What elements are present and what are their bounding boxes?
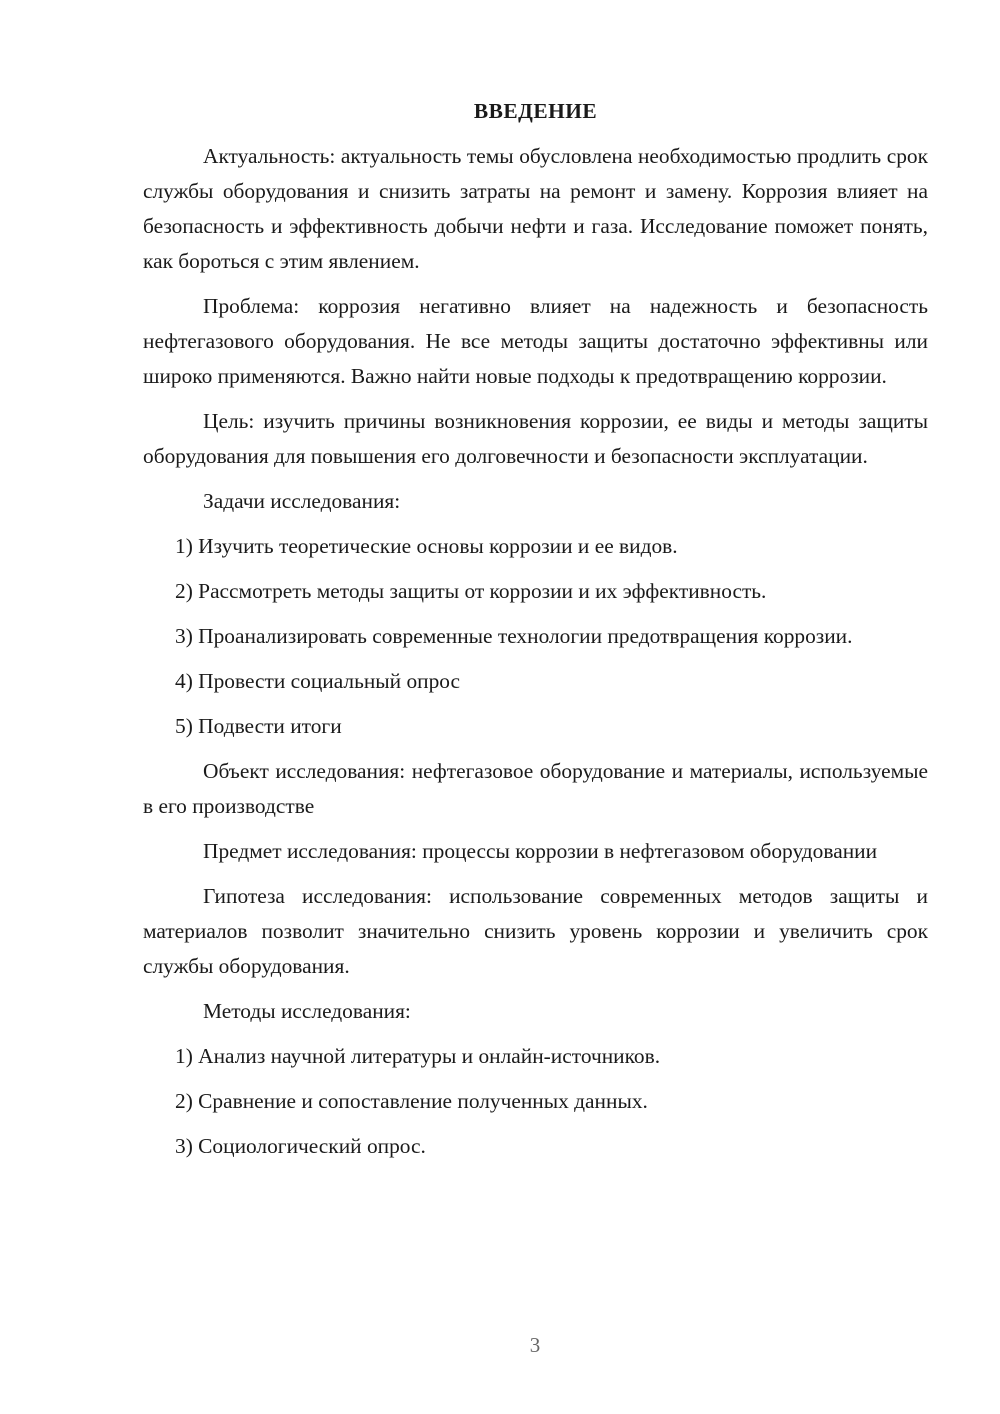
methods-heading: Методы исследования:	[203, 999, 411, 1023]
method-item-1: 1) Анализ научной литературы и онлайн-источников.	[175, 1044, 661, 1068]
hypothesis-paragraph: Гипотеза исследования: использование современных методов защиты и материалов позволит значительно снизить уровень коррозии и увеличить срок службы оборудования.	[143, 884, 928, 978]
document-page	[143, 94, 928, 1174]
task-item-2: 2) Рассмотреть методы защиты от коррозии и их эффективность.	[175, 579, 767, 603]
tasks-heading: Задачи исследования:	[203, 489, 401, 513]
task-item-5: 5) Подвести итоги	[175, 714, 342, 738]
subject-paragraph: Предмет исследования: процессы коррозии в нефтегазовом оборудовании	[203, 839, 878, 863]
problem-paragraph: Проблема: коррозия негативно влияет на надежность и безопасность нефтегазового оборудования. Не все методы защиты достаточно эффективны или широко применяются. Важно найти новые подходы к предотвращению коррозии.	[143, 294, 928, 388]
task-item-4: 4) Провести социальный опрос	[175, 669, 461, 693]
document-title: ВВЕДЕНИЕ	[473, 99, 598, 123]
page-number: 3	[529, 1333, 541, 1357]
relevance-paragraph: Актуальность: актуальность темы обусловлена необходимостью продлить срок службы оборудования и снизить затраты на ремонт и замену. Коррозия влияет на безопасность и эффективность добычи нефти и газа. Исследование поможет понять, как бороться с этим явлением.	[143, 144, 928, 273]
method-item-3: 3) Социологический опрос.	[175, 1134, 426, 1158]
object-paragraph: Объект исследования: нефтегазовое оборудование и материалы, используемые в его производстве	[143, 759, 928, 818]
goal-paragraph: Цель: изучить причины возникновения коррозии, ее виды и методы защиты оборудования для повышения его долговечности и безопасности эксплуатации.	[143, 409, 928, 468]
task-item-1: 1) Изучить теоретические основы коррозии и ее видов.	[175, 534, 678, 558]
method-item-2: 2) Сравнение и сопоставление полученных данных.	[175, 1089, 648, 1113]
task-item-3: 3) Проанализировать современные технологии предотвращения коррозии.	[175, 624, 853, 648]
